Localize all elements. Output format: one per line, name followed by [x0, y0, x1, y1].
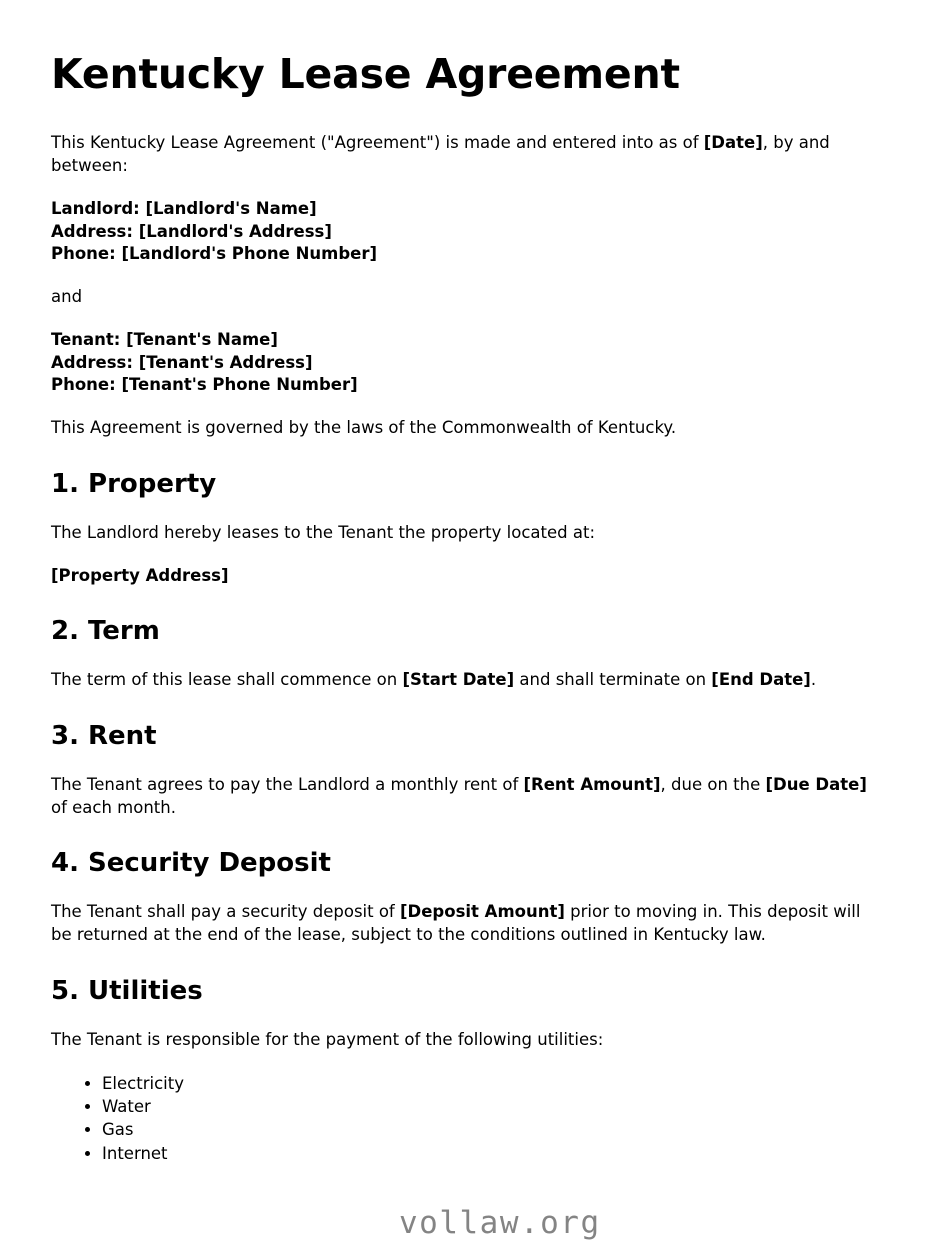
tenant-phone-line: Phone: [Tenant's Phone Number] — [51, 375, 358, 395]
start-date-placeholder: [Start Date] — [402, 670, 515, 690]
date-placeholder: [Date] — [703, 133, 763, 153]
intro-text-before-date: This Kentucky Lease Agreement ("Agreement") is made and entered into as of — [51, 133, 704, 153]
rent-body-text — [51, 774, 880, 820]
rent-text-1: The Tenant agrees to pay the Landlord a monthly rent of — [51, 774, 524, 794]
property-body-text: The Landlord hereby leases to the Tenant the property located at: — [51, 522, 596, 542]
section-heading-utilities: 5. Utilities — [51, 975, 203, 1006]
end-date-placeholder: [End Date] — [711, 670, 811, 690]
intro-text-after-date: , by and between: — [51, 133, 830, 176]
term-text-3: . — [810, 670, 817, 690]
rent-text-2: , due on the — [660, 774, 766, 794]
term-text-1: The term of this lease shall commence on — [51, 670, 403, 690]
rent-amount-placeholder: [Rent Amount] — [523, 774, 661, 794]
tenant-address-line: Address: [Tenant's Address] — [51, 352, 313, 372]
property-address-placeholder: [Property Address] — [51, 565, 229, 585]
conjunction-text: and — [51, 287, 83, 307]
list-item: • Gas — [102, 1118, 880, 1141]
list-item: • Electricity — [102, 1072, 880, 1095]
rent-text-3: of each month. — [51, 797, 176, 817]
tenant-name-line: Tenant: [Tenant's Name] — [51, 329, 278, 349]
section-heading-property: 1. Property — [51, 468, 217, 499]
tenant-block — [51, 329, 880, 397]
intro-paragraph — [51, 132, 880, 178]
security-deposit-body-text — [51, 901, 880, 947]
utilities-body-text: The Tenant is responsible for the payment of the following utilities: — [51, 1029, 604, 1049]
landlord-name-line: Landlord: [Landlord's Name] — [51, 198, 317, 218]
deposit-text-2: prior to moving in. This deposit will be returned at the end of the lease, subject to the conditions outlined in Kentucky law. — [51, 902, 861, 945]
utilities-list — [51, 1072, 880, 1166]
term-text-2: and shall terminate on — [514, 670, 712, 690]
landlord-block — [51, 198, 880, 266]
term-body-text — [51, 669, 880, 692]
deposit-amount-placeholder: [Deposit Amount] — [400, 902, 565, 922]
watermark-vollaw: vollaw.org — [399, 1205, 601, 1241]
governing-law-paragraph: This Agreement is governed by the laws of the Commonwealth of Kentucky. — [51, 418, 677, 438]
section-heading-rent: 3. Rent — [51, 721, 157, 751]
landlord-address-line: Address: [Landlord's Address] — [51, 221, 332, 241]
list-item: • Internet — [102, 1142, 880, 1165]
landlord-phone-line: Phone: [Landlord's Phone Number] — [51, 244, 378, 264]
section-heading-security-deposit: 4. Security Deposit — [51, 848, 331, 879]
deposit-text-1: The Tenant shall pay a security deposit of — [51, 902, 400, 922]
section-heading-term: 2. Term — [51, 616, 160, 647]
page-title: Kentucky Lease Agreement — [51, 50, 680, 98]
due-date-placeholder: [Due Date] — [765, 774, 867, 794]
list-item: • Water — [102, 1095, 880, 1118]
